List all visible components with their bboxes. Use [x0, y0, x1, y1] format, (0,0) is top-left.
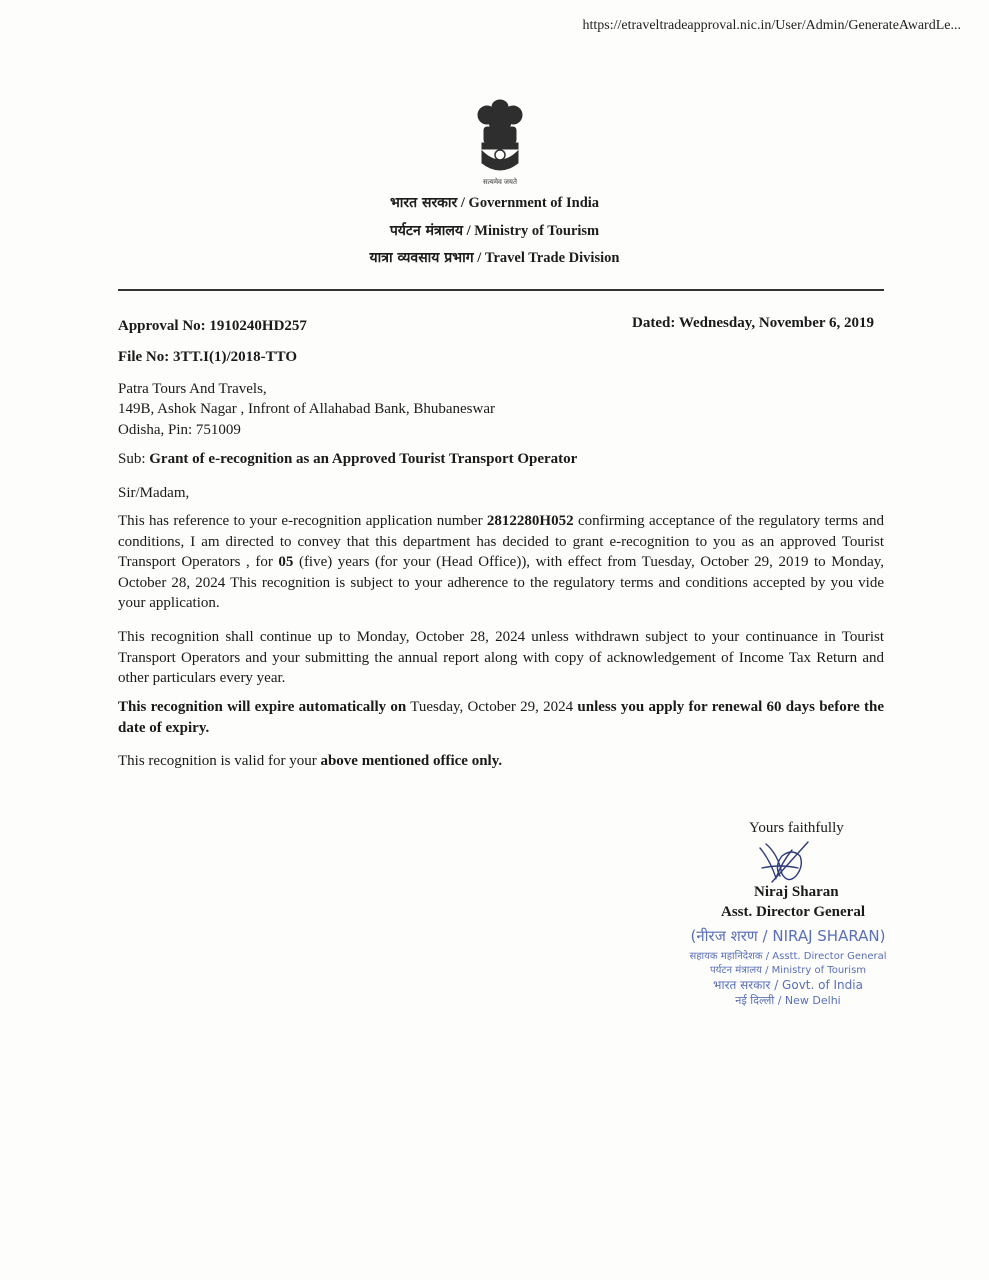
approval-number: Approval No: 1910240HD257 [118, 318, 307, 334]
stamp-govt: भारत सरकार / Govt. of India [713, 978, 863, 992]
subject-line: Sub: Grant of e-recognition as an Approved Tourist Transport Operator [118, 451, 578, 467]
salutation: Sir/Madam, [118, 485, 190, 501]
header-ministry: पर्यटन मंत्रालय / Ministry of Tourism [389, 223, 600, 239]
closing-yours-faithfully: Yours faithfully [749, 820, 844, 836]
body-paragraph-1: This has reference to your e-recognition application number 2812280H052 confirming acceptance of the regulatory terms and conditions, I am directed to convey that this department has decided to grant e-recognition to you as an approved Tourist Transport Operators , for 05 (five) years (for your (Head Office)), with effect from Tuesday, October 29, 2019 to Monday, October 28, 2024 This recognition is subject to your adherence to the regulatory terms and conditions accepted by you vide your application. [118, 513, 885, 611]
file-number: File No: 3TT.I(1)/2018-TTO [118, 349, 298, 365]
header-divider [118, 289, 884, 291]
stamp-name: (नीरज शरण / NIRAJ SHARAN) [690, 927, 886, 945]
signatory-name: Niraj Sharan [754, 884, 839, 900]
stamp-designation: सहायक महानिदेशक / Asstt. Director General [689, 951, 887, 962]
official-stamp [668, 926, 908, 1008]
body-paragraph-2: This recognition shall continue up to Monday, October 28, 2024 unless withdrawn subject to your continuance in Tourist Transport Operators and your submitting the annual report along with copy of acknowledgement of Income Tax Return and other particulars every year. [118, 629, 884, 686]
body-paragraph-4: This recognition is valid for your above mentioned office only. [118, 753, 503, 769]
signatory-designation: Asst. Director General [721, 904, 865, 920]
national-emblem-icon [470, 97, 530, 187]
header-government: भारत सरकार / Government of India [389, 195, 600, 211]
letter-date: Dated: Wednesday, November 6, 2019 [632, 315, 874, 331]
addressee-address-line1: 149B, Ashok Nagar , Infront of Allahabad Bank, Bhubaneswar [118, 401, 496, 417]
addressee-address-line2: Odisha, Pin: 751009 [118, 422, 241, 438]
emblem-motto: सत्यमेव जयते [483, 178, 517, 186]
addressee-name: Patra Tours And Travels, [118, 381, 267, 397]
stamp-city: नई दिल्ली / New Delhi [735, 994, 841, 1007]
page-url: https://etraveltradeapproval.nic.in/User/Admin/GenerateAwardLe... [582, 18, 961, 33]
header-division: यात्रा व्यवसाय प्रभाग / Travel Trade Division [369, 250, 620, 266]
stamp-ministry: पर्यटन मंत्रालय / Ministry of Tourism [709, 965, 867, 976]
body-paragraph-3: This recognition will expire automatically on Tuesday, October 29, 2024 unless you apply for renewal 60 days before the date of expiry. [118, 699, 884, 736]
